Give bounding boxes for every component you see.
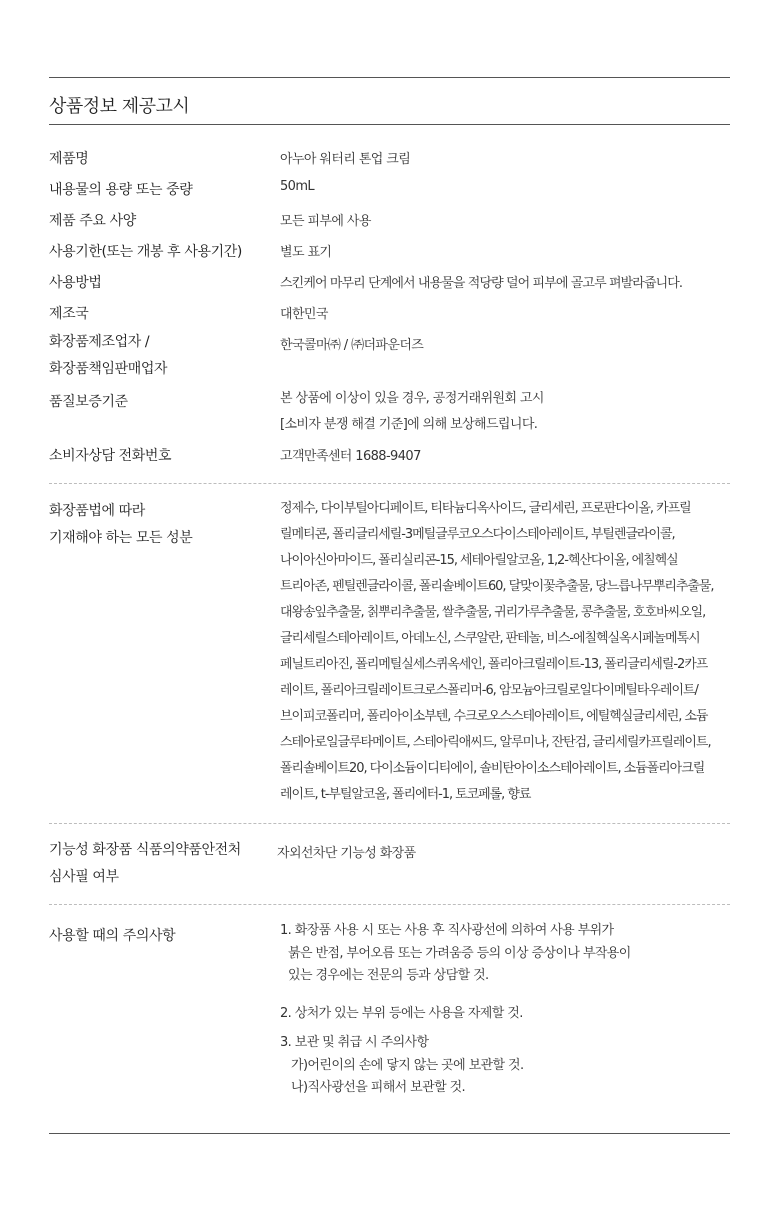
ingredients-label [49, 498, 192, 552]
consumer-label: 소비자상담 전화번호 [49, 448, 172, 464]
ingredients-line: 대왕송잎추출물, 칡뿌리추출물, 쌀추출물, 귀리가루추출물, 콩추출물, 호호바씨오일, [280, 605, 706, 620]
caution-line: 1. 화장품 사용 시 또는 사용 후 직사광선에 의하여 사용 부위가 [280, 923, 614, 938]
section-divider [49, 823, 730, 824]
caution-line: 붉은 반점, 부어오름 또는 가려움증 등의 이상 증상이나 부작용이 [288, 945, 631, 961]
functional-label-line: 심사필 여부 [49, 869, 119, 885]
ingredients-line: 스테아로일글루타메이트, 스테아릭애씨드, 알루미나, 잔탄검, 글리세릴카프릴레이트, [280, 735, 711, 750]
page-title: 상품정보 제공고시 [49, 96, 190, 117]
functional-label [49, 837, 241, 891]
header-rule [49, 124, 730, 125]
caution-item-2: 2. 상처가 있는 부위 등에는 사용을 자제할 것. [280, 1006, 523, 1021]
quality-label: 품질보증기준 [49, 394, 128, 410]
top-rule [49, 77, 730, 78]
expiry-value: 별도 표기 [280, 245, 332, 260]
bottom-rule [49, 1133, 730, 1134]
caution-line: 있는 경우에는 전문의 등과 상담할 것. [288, 968, 489, 983]
caution-item-3 [280, 1032, 524, 1100]
product-name-value: 아누아 워터리 톤업 크림 [280, 152, 411, 167]
ingredients-line: 나이아신아마이드, 폴리실리콘-15, 세테아릴알코올, 1,2-헥산다이올, 에칠헥실 [280, 553, 678, 568]
ingredients-label-line: 기재해야 하는 모든 성분 [49, 530, 193, 546]
ingredients-line: 브이피코폴리머, 폴리아이소부텐, 수크로오스스테아레이트, 에틸헥실글리세린, 소듐 [280, 709, 708, 724]
manufacturer-label-line: 화장품책임판매업자 [49, 361, 168, 377]
country-label: 제조국 [49, 306, 89, 322]
capacity-label: 내용물의 용량 또는 중량 [49, 182, 193, 198]
expiry-label: 사용기한(또는 개봉 후 사용기간) [49, 244, 242, 260]
caution-line: 가)어린이의 손에 닿지 않는 곳에 보관할 것. [291, 1057, 524, 1073]
cautions-label: 사용할 때의 주의사항 [49, 928, 176, 944]
manufacturer-label [49, 329, 167, 383]
specs-value: 모든 피부에 사용 [280, 214, 371, 229]
ingredients-line: 페닐트리아진, 폴리메틸실세스퀴옥세인, 폴리아크릴레이트-13, 폴리글리세릴-2카프 [280, 657, 708, 672]
quality-value [280, 386, 544, 438]
ingredients-line: 릴메티콘, 폴리글리세릴-3메틸글루코오스다이스테아레이트, 부틸렌글라이콜, [280, 527, 675, 542]
ingredients-value [280, 496, 713, 808]
ingredients-line: 폴리솔베이트20, 다이소듐이디티에이, 솔비탄아이소스테아레이트, 소듐폴리아크릴 [280, 761, 705, 776]
ingredients-line: 레이트, 폴리아크릴레이트크로스폴리머-6, 암모늄아크릴로일다이메틸타우레이트/ [280, 683, 698, 698]
ingredients-line: 정제수, 다이부틸아디페이트, 티타늄디옥사이드, 글리세린, 프로판다이올, 카프릴 [280, 501, 691, 516]
country-value: 대한민국 [280, 307, 328, 322]
caution-line: 3. 보관 및 취급 시 주의사항 [280, 1035, 429, 1050]
product-name-label: 제품명 [49, 151, 89, 167]
quality-value-line: [소비자 분쟁 해결 기준]에 의해 보상해드립니다. [280, 417, 538, 432]
caution-line: 나)직사광선을 피해서 보관할 것. [291, 1080, 466, 1095]
manufacturer-label-line: 화장품제조업자 / [49, 334, 150, 350]
caution-item-1 [280, 920, 631, 988]
consumer-value: 고객만족센터 1688-9407 [280, 449, 421, 464]
section-divider [49, 483, 730, 484]
section-divider [49, 904, 730, 905]
functional-label-line: 기능성 화장품 식품의약품안전처 [49, 842, 241, 858]
usage-value: 스킨케어 마무리 단계에서 내용물을 적당량 덜어 피부에 골고루 펴발라줍니다. [280, 276, 683, 291]
usage-label: 사용방법 [49, 275, 102, 291]
ingredients-line: 글리세릴스테아레이트, 아데노신, 스쿠알란, 판테놀, 비스-에칠헥실옥시페놀메톡시 [280, 631, 700, 646]
manufacturer-value: 한국콜마㈜ / ㈜더파운더즈 [280, 338, 424, 353]
specs-label: 제품 주요 사양 [49, 213, 136, 229]
capacity-value: 50mL [280, 179, 315, 194]
quality-value-line: 본 상품에 이상이 있을 경우, 공정거래위원회 고시 [280, 391, 544, 406]
functional-value: 자외선차단 기능성 화장품 [277, 846, 416, 861]
ingredients-line: 트리아존, 펜틸렌글라이콜, 폴리솔베이트60, 달맞이꽃추출물, 당느릅나무뿌리추출물, [280, 579, 714, 594]
ingredients-label-line: 화장품법에 따라 [49, 503, 145, 519]
ingredients-line: 레이트, t-부틸알코올, 폴리에터-1, 토코페롤, 향료 [280, 787, 531, 802]
